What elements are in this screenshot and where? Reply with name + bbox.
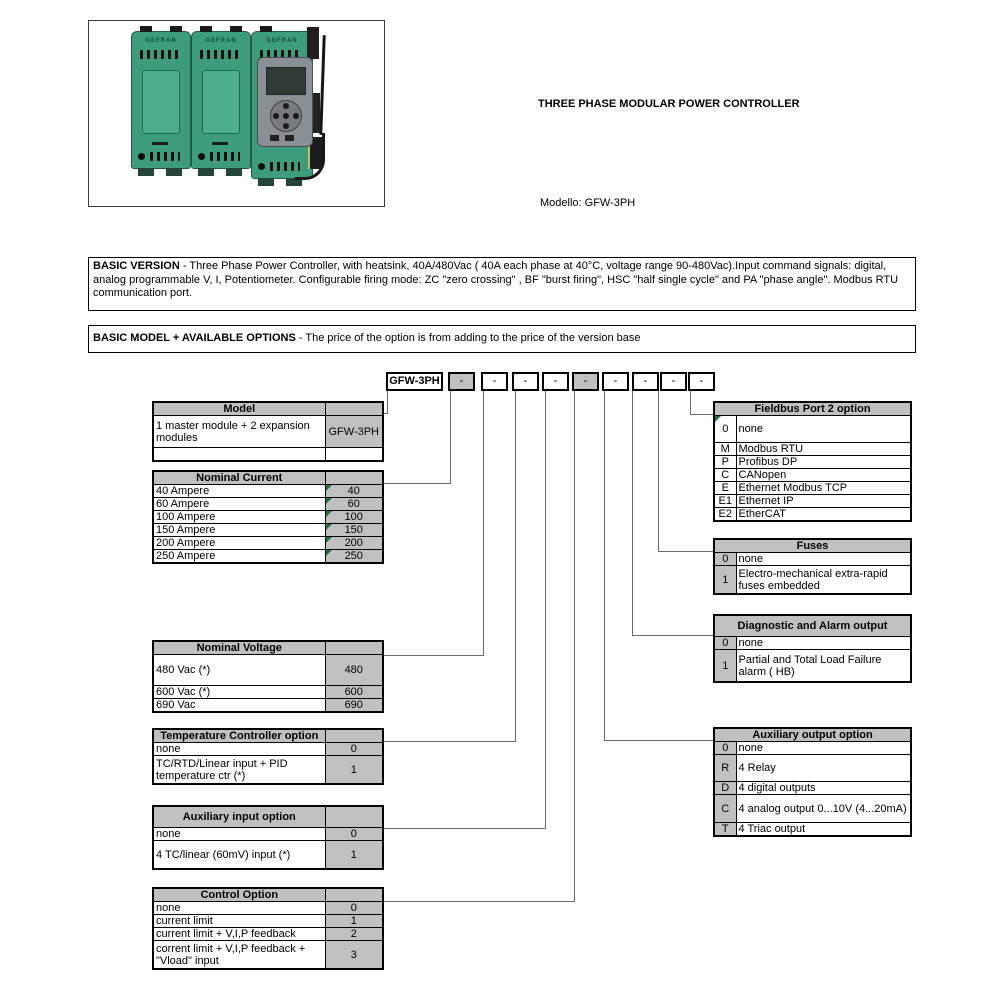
mount-tab bbox=[170, 26, 182, 32]
row-label: CANopen bbox=[736, 469, 911, 482]
vent-slots bbox=[200, 50, 240, 59]
led-dot bbox=[198, 153, 205, 160]
connector-line bbox=[382, 655, 484, 656]
row-value: 3 bbox=[325, 941, 383, 970]
row-value-text: 250 bbox=[344, 550, 363, 562]
vent-slots bbox=[140, 50, 180, 59]
label-dash bbox=[212, 142, 228, 145]
vent-slots bbox=[150, 152, 180, 161]
connector-line bbox=[515, 391, 516, 742]
table-title: Model bbox=[153, 402, 325, 416]
order-slot-3: - bbox=[512, 372, 539, 391]
row-label: Ethernet Modbus TCP bbox=[736, 482, 911, 495]
brand-label: GEFRAN bbox=[266, 38, 298, 44]
table-nominal-voltage bbox=[152, 640, 384, 713]
table-title: Nominal Current bbox=[153, 471, 325, 485]
row-value: 1 bbox=[325, 756, 383, 785]
row-code: E bbox=[714, 482, 736, 495]
order-slot-9: - bbox=[688, 372, 715, 391]
row-label: Modbus RTU bbox=[736, 443, 911, 456]
row-label: 150 Ampere bbox=[153, 524, 325, 537]
row-code: 0 bbox=[714, 637, 736, 650]
table-title: Temperature Controller option bbox=[153, 729, 325, 743]
table-auxiliary-input bbox=[152, 805, 384, 870]
row-label: none bbox=[153, 902, 325, 915]
front-panel bbox=[202, 70, 240, 134]
options-note-label: BASIC MODEL + AVAILABLE OPTIONS bbox=[93, 332, 296, 345]
module-foot bbox=[166, 168, 182, 176]
row-value-text: 200 bbox=[344, 537, 363, 549]
order-slot-1: - bbox=[448, 372, 475, 391]
connector-line bbox=[604, 740, 713, 741]
row-label: 480 Vac (*) bbox=[153, 655, 325, 686]
row-label: 600 Vac (*) bbox=[153, 686, 325, 699]
mount-tab bbox=[140, 26, 152, 32]
row-label: 250 Ampere bbox=[153, 550, 325, 564]
order-slot-7: - bbox=[632, 372, 659, 391]
table-fieldbus bbox=[713, 401, 912, 522]
table-title: Control Option bbox=[153, 888, 325, 902]
table-title-spacer bbox=[325, 888, 383, 902]
connector-line bbox=[690, 414, 713, 415]
row-label: 40 Ampere bbox=[153, 485, 325, 498]
page-title: THREE PHASE MODULAR POWER CONTROLLER bbox=[538, 98, 800, 110]
front-panel bbox=[142, 70, 180, 134]
connector-line bbox=[382, 828, 546, 829]
row-label: 60 Ampere bbox=[153, 498, 325, 511]
row-value bbox=[325, 448, 383, 462]
comment-marker-icon bbox=[326, 511, 332, 517]
connector-line bbox=[483, 391, 484, 656]
connector-line bbox=[545, 391, 546, 829]
connector-line bbox=[382, 483, 451, 484]
programmer-screen bbox=[266, 67, 306, 95]
module-foot bbox=[258, 178, 274, 186]
row-value: GFW-3PH bbox=[325, 416, 383, 448]
row-label: 200 Ampere bbox=[153, 537, 325, 550]
vent-slots bbox=[210, 152, 240, 161]
row-code: R bbox=[714, 755, 736, 782]
table-title-spacer bbox=[325, 471, 383, 485]
cable bbox=[319, 35, 325, 135]
comment-marker-icon bbox=[326, 485, 332, 491]
led-dot bbox=[138, 153, 145, 160]
table-title-spacer bbox=[325, 402, 383, 416]
handheld-programmer bbox=[257, 57, 313, 147]
module-foot bbox=[138, 168, 154, 176]
connector-line bbox=[658, 391, 659, 552]
row-code: 0 bbox=[714, 553, 736, 566]
row-label: none bbox=[736, 742, 911, 755]
order-slot-8: - bbox=[660, 372, 687, 391]
row-value-text: 60 bbox=[347, 498, 360, 510]
order-code-base: GFW-3PH bbox=[386, 372, 443, 391]
row-value: 0 bbox=[325, 902, 383, 915]
programmer-keypad bbox=[270, 100, 302, 132]
row-label: current limit + V,I,P feedback bbox=[153, 928, 325, 941]
connector-line bbox=[632, 391, 633, 636]
row-label: EtherCAT bbox=[736, 508, 911, 522]
comment-marker-icon bbox=[326, 524, 332, 530]
row-code bbox=[714, 416, 736, 443]
options-note-text: - The price of the option is from adding to the price of the version base bbox=[295, 332, 641, 345]
row-value: 480 bbox=[325, 655, 383, 686]
connector-line bbox=[574, 391, 575, 902]
row-code: C bbox=[714, 795, 736, 823]
row-label: TC/RTD/Linear input + PID temperature ctr (*) bbox=[153, 756, 325, 785]
table-title-spacer bbox=[325, 806, 383, 828]
row-label: Partial and Total Load Failure alarm ( HB) bbox=[736, 650, 911, 683]
row-value bbox=[325, 511, 383, 524]
brand-label: GEFRAN bbox=[145, 38, 177, 44]
row-value: 2 bbox=[325, 928, 383, 941]
row-code: M bbox=[714, 443, 736, 456]
row-label: none bbox=[736, 637, 911, 650]
connector-block bbox=[307, 27, 319, 59]
row-value: 1 bbox=[325, 841, 383, 870]
order-slot-6: - bbox=[602, 372, 629, 391]
table-diagnostic bbox=[713, 614, 912, 683]
row-label: Electro-mechanical extra-rapid fuses embedded bbox=[736, 566, 911, 595]
row-label: 100 Ampere bbox=[153, 511, 325, 524]
comment-marker-icon bbox=[326, 498, 332, 504]
order-slot-2: - bbox=[481, 372, 508, 391]
row-code: T bbox=[714, 823, 736, 837]
row-value bbox=[325, 498, 383, 511]
row-code: 0 bbox=[714, 742, 736, 755]
row-code: E1 bbox=[714, 495, 736, 508]
order-slot-4: - bbox=[542, 372, 569, 391]
basic-version-note bbox=[88, 257, 916, 311]
table-title-spacer bbox=[325, 729, 383, 743]
row-value: 600 bbox=[325, 686, 383, 699]
table-title: Nominal Voltage bbox=[153, 641, 325, 655]
row-label: Ethernet IP bbox=[736, 495, 911, 508]
module-foot bbox=[226, 168, 242, 176]
row-label: 4 TC/linear (60mV) input (*) bbox=[153, 841, 325, 870]
row-code: E2 bbox=[714, 508, 736, 522]
table-title: Auxiliary input option bbox=[153, 806, 325, 828]
order-slot-5: - bbox=[572, 372, 599, 391]
row-value-text: 100 bbox=[344, 511, 363, 523]
programmer-buttons bbox=[270, 135, 300, 141]
row-value-text: 150 bbox=[344, 524, 363, 536]
row-label: 690 Vac bbox=[153, 699, 325, 713]
row-code: 1 bbox=[714, 566, 736, 595]
row-label: none bbox=[736, 553, 911, 566]
row-code: D bbox=[714, 782, 736, 795]
row-label: 4 digital outputs bbox=[736, 782, 911, 795]
power-module-2 bbox=[191, 31, 251, 169]
brand-label: GEFRAN bbox=[205, 38, 237, 44]
row-code-text: 0 bbox=[722, 423, 729, 435]
row-code: P bbox=[714, 456, 736, 469]
table-control-option bbox=[152, 887, 384, 970]
row-label: none bbox=[736, 416, 911, 443]
options-note bbox=[88, 325, 916, 353]
row-value: 0 bbox=[325, 828, 383, 841]
table-title: Auxiliary output option bbox=[714, 728, 911, 742]
comment-marker-icon bbox=[715, 416, 721, 422]
connector-line bbox=[604, 391, 605, 741]
row-label: 1 master module + 2 expansion modules bbox=[153, 416, 325, 448]
row-value bbox=[325, 485, 383, 498]
row-label: corrent limit + V,I,P feedback + "Vload" input bbox=[153, 941, 325, 970]
mount-tab bbox=[260, 26, 272, 32]
row-label: Profibus DP bbox=[736, 456, 911, 469]
connector-line bbox=[690, 391, 691, 415]
row-value bbox=[325, 550, 383, 564]
connector-line bbox=[450, 391, 451, 484]
product-photo-frame bbox=[88, 20, 385, 207]
mount-tab bbox=[230, 26, 242, 32]
table-title-spacer bbox=[325, 641, 383, 655]
row-code: 1 bbox=[714, 650, 736, 683]
table-title: Fuses bbox=[714, 539, 911, 553]
label-dash bbox=[152, 142, 168, 145]
power-module-1 bbox=[131, 31, 191, 169]
row-label: none bbox=[153, 743, 325, 756]
table-title: Fieldbus Port 2 option bbox=[714, 402, 911, 416]
row-label: 4 analog output 0...10V (4...20mA) bbox=[736, 795, 911, 823]
row-value: 690 bbox=[325, 699, 383, 713]
row-label bbox=[153, 448, 325, 462]
connector-line bbox=[382, 741, 516, 742]
connector-line bbox=[387, 391, 388, 414]
led-dot bbox=[258, 163, 265, 170]
basic-version-text: - Three Phase Power Controller, with heatsink, 40A/480Vac ( 40A each phase at 40°C, voltage range 90-480Vac).Input command signals: digital, analog programmable V, I, Potentiometer. Configurable firing mode: ZC "zero crossing" , BF "burst firing", HSC "half single cycle" and PA "phase angle". Modbus RTU communication port. bbox=[93, 260, 899, 299]
row-label: none bbox=[153, 828, 325, 841]
basic-version-label: BASIC VERSION bbox=[93, 260, 180, 272]
row-value-text: 40 bbox=[347, 485, 360, 497]
module-foot bbox=[198, 168, 214, 176]
row-value bbox=[325, 524, 383, 537]
row-label: current limit bbox=[153, 915, 325, 928]
row-label: 4 Triac output bbox=[736, 823, 911, 837]
table-nominal-current bbox=[152, 470, 384, 564]
comment-marker-icon bbox=[326, 537, 332, 543]
row-label: 4 Relay bbox=[736, 755, 911, 782]
connector-line bbox=[382, 901, 575, 902]
table-temperature-controller bbox=[152, 728, 384, 785]
comment-marker-icon bbox=[326, 550, 332, 556]
table-model bbox=[152, 401, 384, 462]
table-title: Diagnostic and Alarm output bbox=[714, 615, 911, 637]
model-line: Modello: GFW-3PH bbox=[540, 197, 636, 209]
connector-line bbox=[632, 635, 713, 636]
table-auxiliary-output bbox=[713, 727, 912, 837]
row-value: 1 bbox=[325, 915, 383, 928]
row-value: 0 bbox=[325, 743, 383, 756]
row-code: C bbox=[714, 469, 736, 482]
row-value bbox=[325, 537, 383, 550]
connector-line bbox=[658, 551, 713, 552]
table-fuses bbox=[713, 538, 912, 595]
mount-tab bbox=[200, 26, 212, 32]
